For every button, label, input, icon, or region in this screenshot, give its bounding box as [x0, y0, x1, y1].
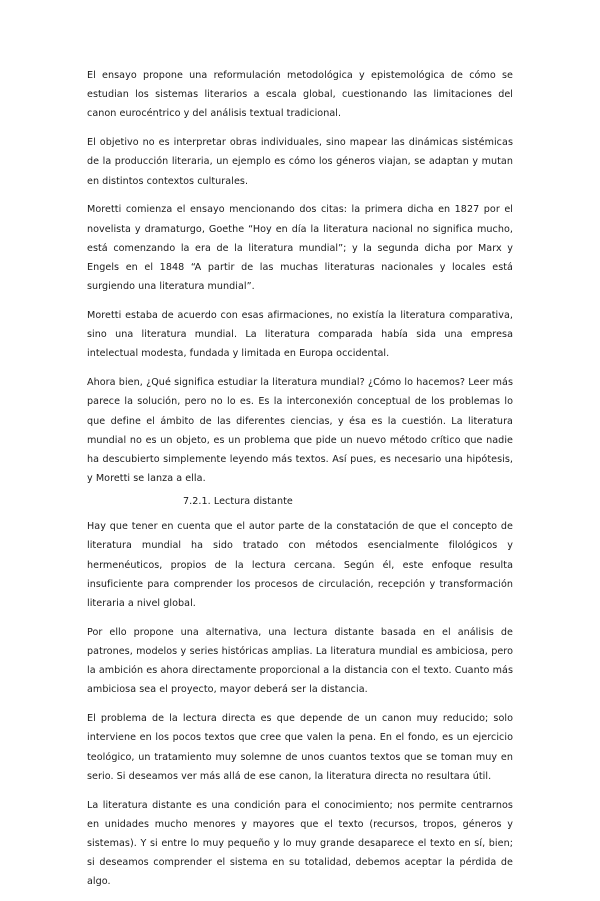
document-body: [87, 66, 513, 901]
paragraph: Moretti estaba de acuerdo con esas afirmaciones, no existía la literatura comparativa, sino una literatura mundial. La literatura comparada había sida una empresa intelectual modesta, fundada y limitada en Europa occidental.: [87, 310, 513, 360]
paragraph: El problema de la lectura directa es que depende de un canon muy reducido; solo interviene en los pocos textos que cree que valen la pena. En el fondo, es un ejercicio teológico, un tratamiento muy solemne de unos cuantos textos que se toman muy en serio. Si deseamos ver más allá de ese canon, la literatura directa no resultara útil.: [87, 713, 513, 782]
paragraph: Hay que tener en cuenta que el autor parte de la constatación de que el concepto de literatura mundial ha sido tratado con métodos esencialmente filológicos y hermenéuticos, propios de la lectura cercana. Según él, este enfoque resulta insuficiente para comprender los procesos de circulación, recepción y transformación literaria a nivel global.: [87, 521, 513, 610]
paragraph: Por ello propone una alternativa, una lectura distante basada en el análisis de patrones, modelos y series históricas amplias. La literatura mundial es ambiciosa, pero la ambición es ahora directamente proporcional a la distancia con el texto. Cuanto más ambiciosa sea el proyecto, mayor deberá ser la distancia.: [87, 626, 513, 696]
section-heading: 7.2.1. Lectura distante: [183, 496, 293, 508]
paragraph: El objetivo no es interpretar obras individuales, sino mapear las dinámicas sistémicas de la producción literaria, un ejemplo es cómo los géneros viajan, se adaptan y mutan en distintos contextos culturales.: [87, 137, 513, 187]
paragraph: La literatura distante es una condición para el conocimiento; nos permite centrarnos en unidades mucho menores y mayores que el texto (recursos, tropos, géneros y sistemas). Y si entre lo muy pequeño y lo muy grande desaparece el texto en sí, bien; si deseamos comprender el sistema en su totalidad, debemos aceptar la pérdida de algo.: [87, 799, 513, 888]
paragraph: Ahora bien, ¿Qué significa estudiar la literatura mundial? ¿Cómo lo hacemos? Leer más parece la solución, pero no lo es. Es la interconexión conceptual de los problemas lo que define el ámbito de las diferentes ciencias, y ésa es la cuestión. La literatura mundial no es un objeto, es un problema que pide un nuevo método crítico que nadie ha descubierto simplemente leyendo más textos. Así pues, es necesario una hipótesis, y Moretti se lanza a ella.: [87, 377, 513, 485]
paragraph: El ensayo propone una reformulación metodológica y epistemológica de cómo se estudian los sistemas literarios a escala global, cuestionando las limitaciones del canon eurocéntrico y del análisis textual tradicional.: [87, 70, 513, 120]
paragraph: Moretti comienza el ensayo mencionando dos citas: la primera dicha en 1827 por el novelista y dramaturgo, Goethe “Hoy en día la literatura nacional no significa mucho, está comenzando la era de la literatura mundial”; y la segunda dicha por Marx y Engels en el 1848 “A partir de las muchas literaturas nacionales y locales está surgiendo una literatura mundial”.: [87, 204, 513, 293]
